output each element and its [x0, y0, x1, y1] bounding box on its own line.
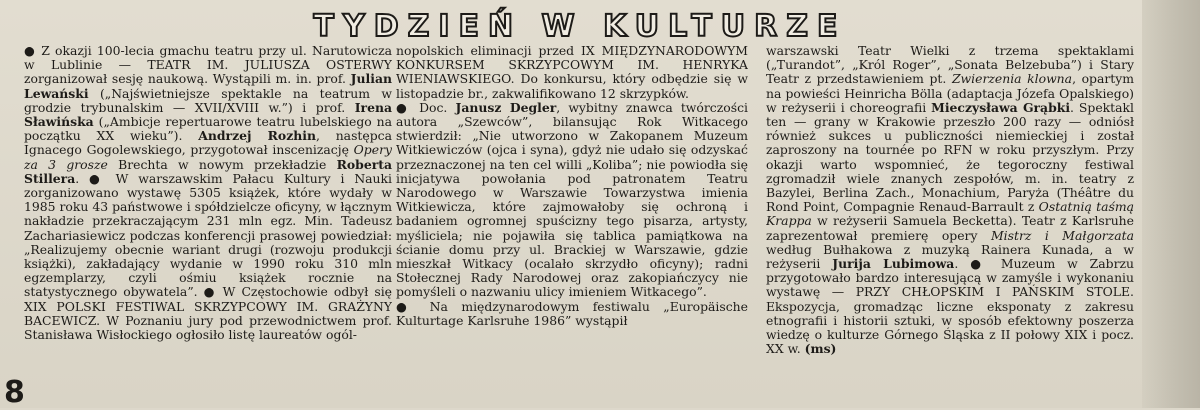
italic-title: Ostatnią taśmą Krappa — [766, 199, 1134, 229]
text-column-1 — [24, 44, 392, 404]
bold-name: Julian Lewański — [24, 71, 392, 101]
article-paragraph — [396, 101, 748, 300]
text-run: , następca Ignacego Gogolewskiego, przygotował inscenizację — [24, 128, 392, 158]
text-run: ● Na międzynarodowym festiwalu „Europäische Kulturtage Karlsruhe 1986” wystąpił — [396, 298, 748, 328]
text-run: nopolskich eliminacji przed IX MIĘDZYNARODOWYM KONKURSEM SKRZYPCOWYM IM. HENRYKA WIENIAWSKIEGO. Do konkursu, który odbędzie się w listopadzie br., zakwalifikowano 12 skrzypków. — [396, 44, 748, 101]
page-number: 8 — [4, 375, 25, 410]
text-column-3 — [766, 44, 1134, 404]
bold-name: Janusz Degler — [455, 99, 557, 115]
text-run: . Spektakl ten — grany w Krakowie przeszło 200 razy — odniósł również sukces u publiczności niemieckiej i został zaproszony na tournée po RFN w roku przyszłym. Przy okazji warto wspomnieć, że tegoroczny festiwal zgromadził wiele znanych zespołów, m. in. teatry z Bazylei, Berlina Zach., Monachium, Paryża (Théâtre du Rond Point, Compagnie Renaud-Barrault z — [766, 99, 1134, 215]
text-run: Brechta w nowym przekładzie — [107, 156, 337, 172]
text-run: według Bułhakowa z muzyką Rainera Kunada, a w reżyserii — [766, 241, 1134, 272]
article-paragraph — [766, 44, 1134, 356]
article-paragraph — [396, 300, 748, 328]
article-paragraph — [396, 44, 748, 101]
bold-name: Irena Sławińska — [24, 99, 392, 130]
text-run: ● Doc. — [396, 99, 456, 115]
text-run: , wybitny znawca twórczości autora „Szewców”, bilansując Rok Witkacego stwierdził: „Nie utworzono w Zakopanem Muzeum Witkiewiczów (ojca i syna), gdyż nie udało się odzyskać przeznaczonej na ten cel willi „Koliba”; nie powiodła się inicjatywa powołania pod patronatem Teatru Narodowego w Warszawie Towarzystwa imienia Witkiewicza, które zajmowałoby się ochroną i badaniem ogromnej spuścizny tego pisarza, artysty, myśliciela; nie pojawiła się tablica pamiątkowa na ścianie domu przy ul. Brackiej w Warszawie, gdzie mieszkał Witkacy (ocalało skrzydło oficyny); radni Stołecznej Rady Narodowej oraz zakopiańczycy nie pomyśleli o nazwaniu ulicy imieniem Witkacego”. — [396, 99, 748, 300]
text-run: w reżyserii Samuela Becketta). Teatr z Karlsruhe zaprezentował premierę opery — [766, 213, 1134, 243]
bold-name: Roberta Stillera — [24, 156, 392, 186]
text-run: . ● W warszawskim Pałacu Kultury i Nauki zorganizowano wystawę 5305 książek, które wydały w 1985 roku 43 państwowe i spółdzielcze oficyny, w łącznym nakładzie przekraczającym 231 mln egz. Min. Tadeusz Zachariasiewicz podczas konferencji prasowej powiedział: „Realizujemy obecnie wariant drugi (rozwoju produkcji książki), zakładający wydanie w 1990 roku 310 mln egzemplarzy, czyli ośmiu książek rocznie na statystycznego obywatela”. ● W Częstochowie odbył się XIX POLSKI FESTIWAL SKRZYPCOWY IM. GRAŻYNY BACEWICZ. W Poznaniu jury pod przewodnictwem prof. Stanisława Wisłockiego ogłosiło listę laureatów ogól- — [24, 170, 392, 343]
text-run: warszawski Teatr Wielki z trzema spektaklami („Turandot”, „Król Roger”, „Sonata Belzebuba”) i Stary Teatr z przedstawieniem pt. — [766, 44, 1134, 87]
bold-name: Mieczysława Grąbki — [931, 99, 1071, 115]
page-edge-shadow — [1142, 0, 1200, 408]
bold-name: Jurija Lubimowa — [832, 256, 955, 272]
text-run: ● Z okazji 100-lecia gmachu teatru przy ul. Narutowicza w Lublinie — TEATR IM. JULIUSZA OSTERWY zorganizował sesję naukową. Wystąpili m. in. prof. — [24, 44, 392, 87]
text-run: , opartym na powieści Heinricha Bölla (adaptacja Józefa Opalskiego) w reżyserii i choreografii — [766, 71, 1134, 115]
italic-title: Zwierzenia klowna — [951, 71, 1073, 87]
italic-title: Mistrz i Małgorzata — [990, 227, 1134, 243]
article-paragraph — [24, 44, 392, 342]
section-title: TYDZIEŃ W KULTURZE — [313, 8, 847, 44]
text-run: („Ambicje repertuarowe teatru lubelskiego na początku XX wieku”). — [24, 114, 392, 144]
bold-name: (ms) — [804, 341, 837, 357]
text-run: . ● Muzeum w Zabrzu przygotowało bardzo interesującą w zamyśle i wykonaniu wystawę — PRZY CHŁOPSKIM I PAŃSKIM STOLE. Ekspozycja, gromadząc liczne eksponaty z zakresu etnografii i historii sztuki, w sposób efektowny poszerza wiedzę o kulturze Górnego Śląska z II połowy XIX i pocz. XX w. — [766, 256, 1134, 357]
bold-name: Andrzej Rozhin — [198, 128, 316, 144]
text-run: („Najświetniejsze spektakle na teatrum w grodzie trybunalskim — XVII/XVIII w.”) i prof. — [24, 85, 392, 115]
text-column-2 — [396, 44, 748, 404]
section-header — [300, 6, 860, 46]
italic-title: Opery za 3 grosze — [24, 142, 392, 172]
